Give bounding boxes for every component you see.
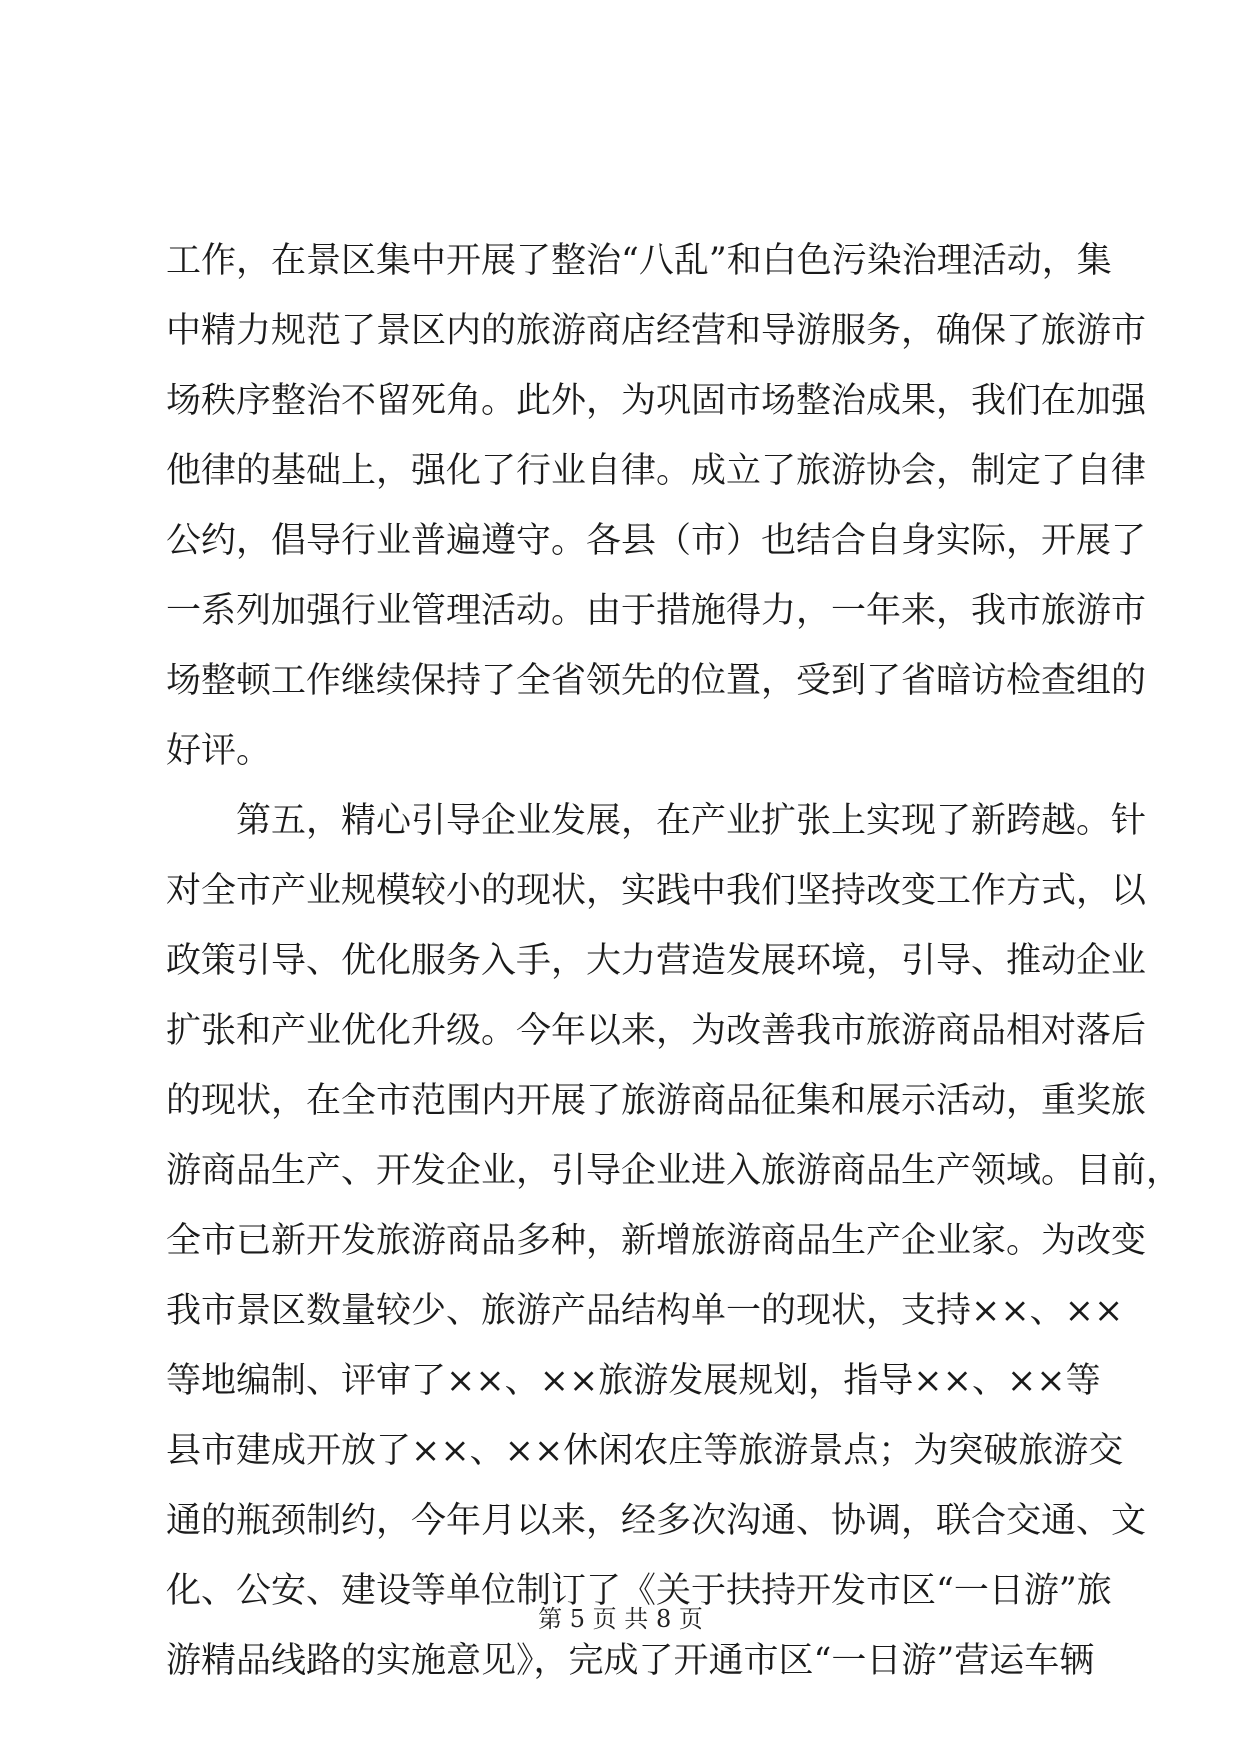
page-footer: 第 5 页 共 8 页 — [538, 1605, 703, 1633]
document-body — [166, 226, 1182, 1696]
text-line: 游精品线路的实施意见》，完成了开通市区“一日游”营运车辆 — [166, 1641, 1095, 1681]
text-line: 好评。 — [166, 731, 272, 771]
text-line: 对全市产业规模较小的现状，实践中我们坚持改变工作方式，以 — [166, 871, 1147, 911]
text-line: 场秩序整治不留死角。此外，为巩固市场整治成果，我们在加强 — [166, 381, 1147, 421]
text-line: 扩张和产业优化升级。今年以来，为改善我市旅游商品相对落后 — [166, 1011, 1147, 1051]
text-line: 游商品生产、开发企业，引导企业进入旅游商品生产领域。目前， — [166, 1151, 1182, 1191]
text-line: 的现状，在全市范围内开展了旅游商品征集和展示活动，重奖旅 — [166, 1081, 1147, 1121]
paragraph-start-line: 第五，精心引导企业发展，在产业扩张上实现了新跨越。针 — [236, 801, 1147, 841]
text-line: 公约，倡导行业普遍遵守。各县（市）也结合自身实际，开展了 — [166, 521, 1147, 561]
text-line: 政策引导、优化服务入手，大力营造发展环境，引导、推动企业 — [166, 941, 1147, 981]
text-line: 一系列加强行业管理活动。由于措施得力，一年来，我市旅游市 — [166, 591, 1147, 631]
text-line: 通的瓶颈制约，今年月以来，经多次沟通、协调，联合交通、文 — [166, 1501, 1147, 1541]
text-line: 中精力规范了景区内的旅游商店经营和导游服务，确保了旅游市 — [166, 311, 1147, 351]
text-line: 化、公安、建设等单位制订了《关于扶持开发市区“一日游”旅 — [166, 1571, 1112, 1611]
text-line: 场整顿工作继续保持了全省领先的位置，受到了省暗访检查组的 — [166, 661, 1147, 701]
text-line: 他律的基础上，强化了行业自律。成立了旅游协会，制定了自律 — [166, 451, 1147, 491]
text-line: 县市建成开放了××、××休闲农庄等旅游景点；为突破旅游交 — [166, 1431, 1124, 1471]
text-line: 全市已新开发旅游商品多种，新增旅游商品生产企业家。为改变 — [166, 1221, 1147, 1261]
text-line: 工作，在景区集中开展了整治“八乱”和白色污染治理活动，集 — [166, 241, 1112, 281]
text-line: 等地编制、评审了××、××旅游发展规划，指导××、××等 — [166, 1361, 1101, 1401]
text-line: 我市景区数量较少、旅游产品结构单一的现状，支持××、×× — [166, 1291, 1124, 1331]
